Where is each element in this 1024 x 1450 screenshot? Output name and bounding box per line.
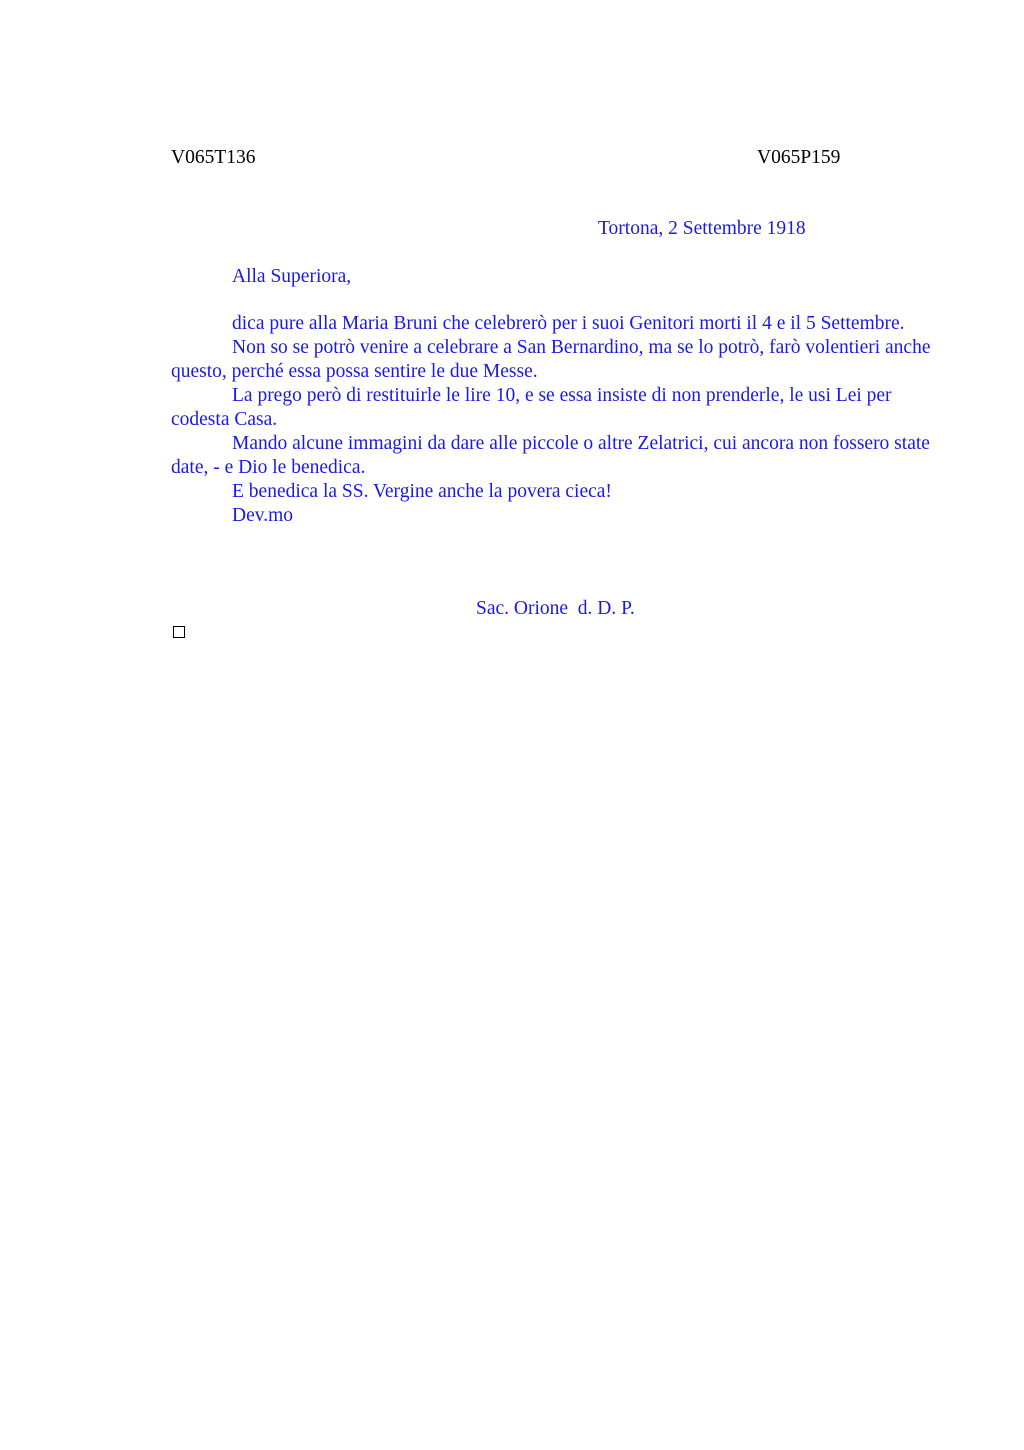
letter-signature: Sac. Orione d. D. P. bbox=[476, 598, 635, 619]
letter-paragraph: dica pure alla Maria Bruni che celebrerò per i suoi Genitori morti il 4 e il 5 Settembre. bbox=[232, 313, 905, 334]
letter-dateline: Tortona, 2 Settembre 1918 bbox=[598, 218, 806, 239]
reference-code-left: V065T136 bbox=[171, 147, 256, 168]
letter-paragraph: Mando alcune immagini da dare alle piccole o altre Zelatrici, cui ancora non fossero state date, - e Dio le benedica. bbox=[171, 433, 930, 478]
letter-paragraph: Non so se potrò venire a celebrare a San Bernardino, ma se lo potrò, farò volentieri anche questo, perché essa possa sentire le due Messe. bbox=[171, 337, 931, 382]
letter-closing: Dev.mo bbox=[232, 505, 294, 526]
letter-paragraph: La prego però di restituirle le lire 10, e se essa insiste di non prenderle, le usi Lei per codesta Casa. bbox=[171, 385, 892, 430]
letter-paragraph: E benedica la SS. Vergine anche la povera cieca! bbox=[232, 481, 612, 502]
end-of-document-square-icon bbox=[173, 626, 185, 638]
letter-salutation: Alla Superiora, bbox=[232, 266, 352, 287]
letter-body bbox=[171, 312, 931, 528]
reference-code-right: V065P159 bbox=[757, 147, 841, 168]
